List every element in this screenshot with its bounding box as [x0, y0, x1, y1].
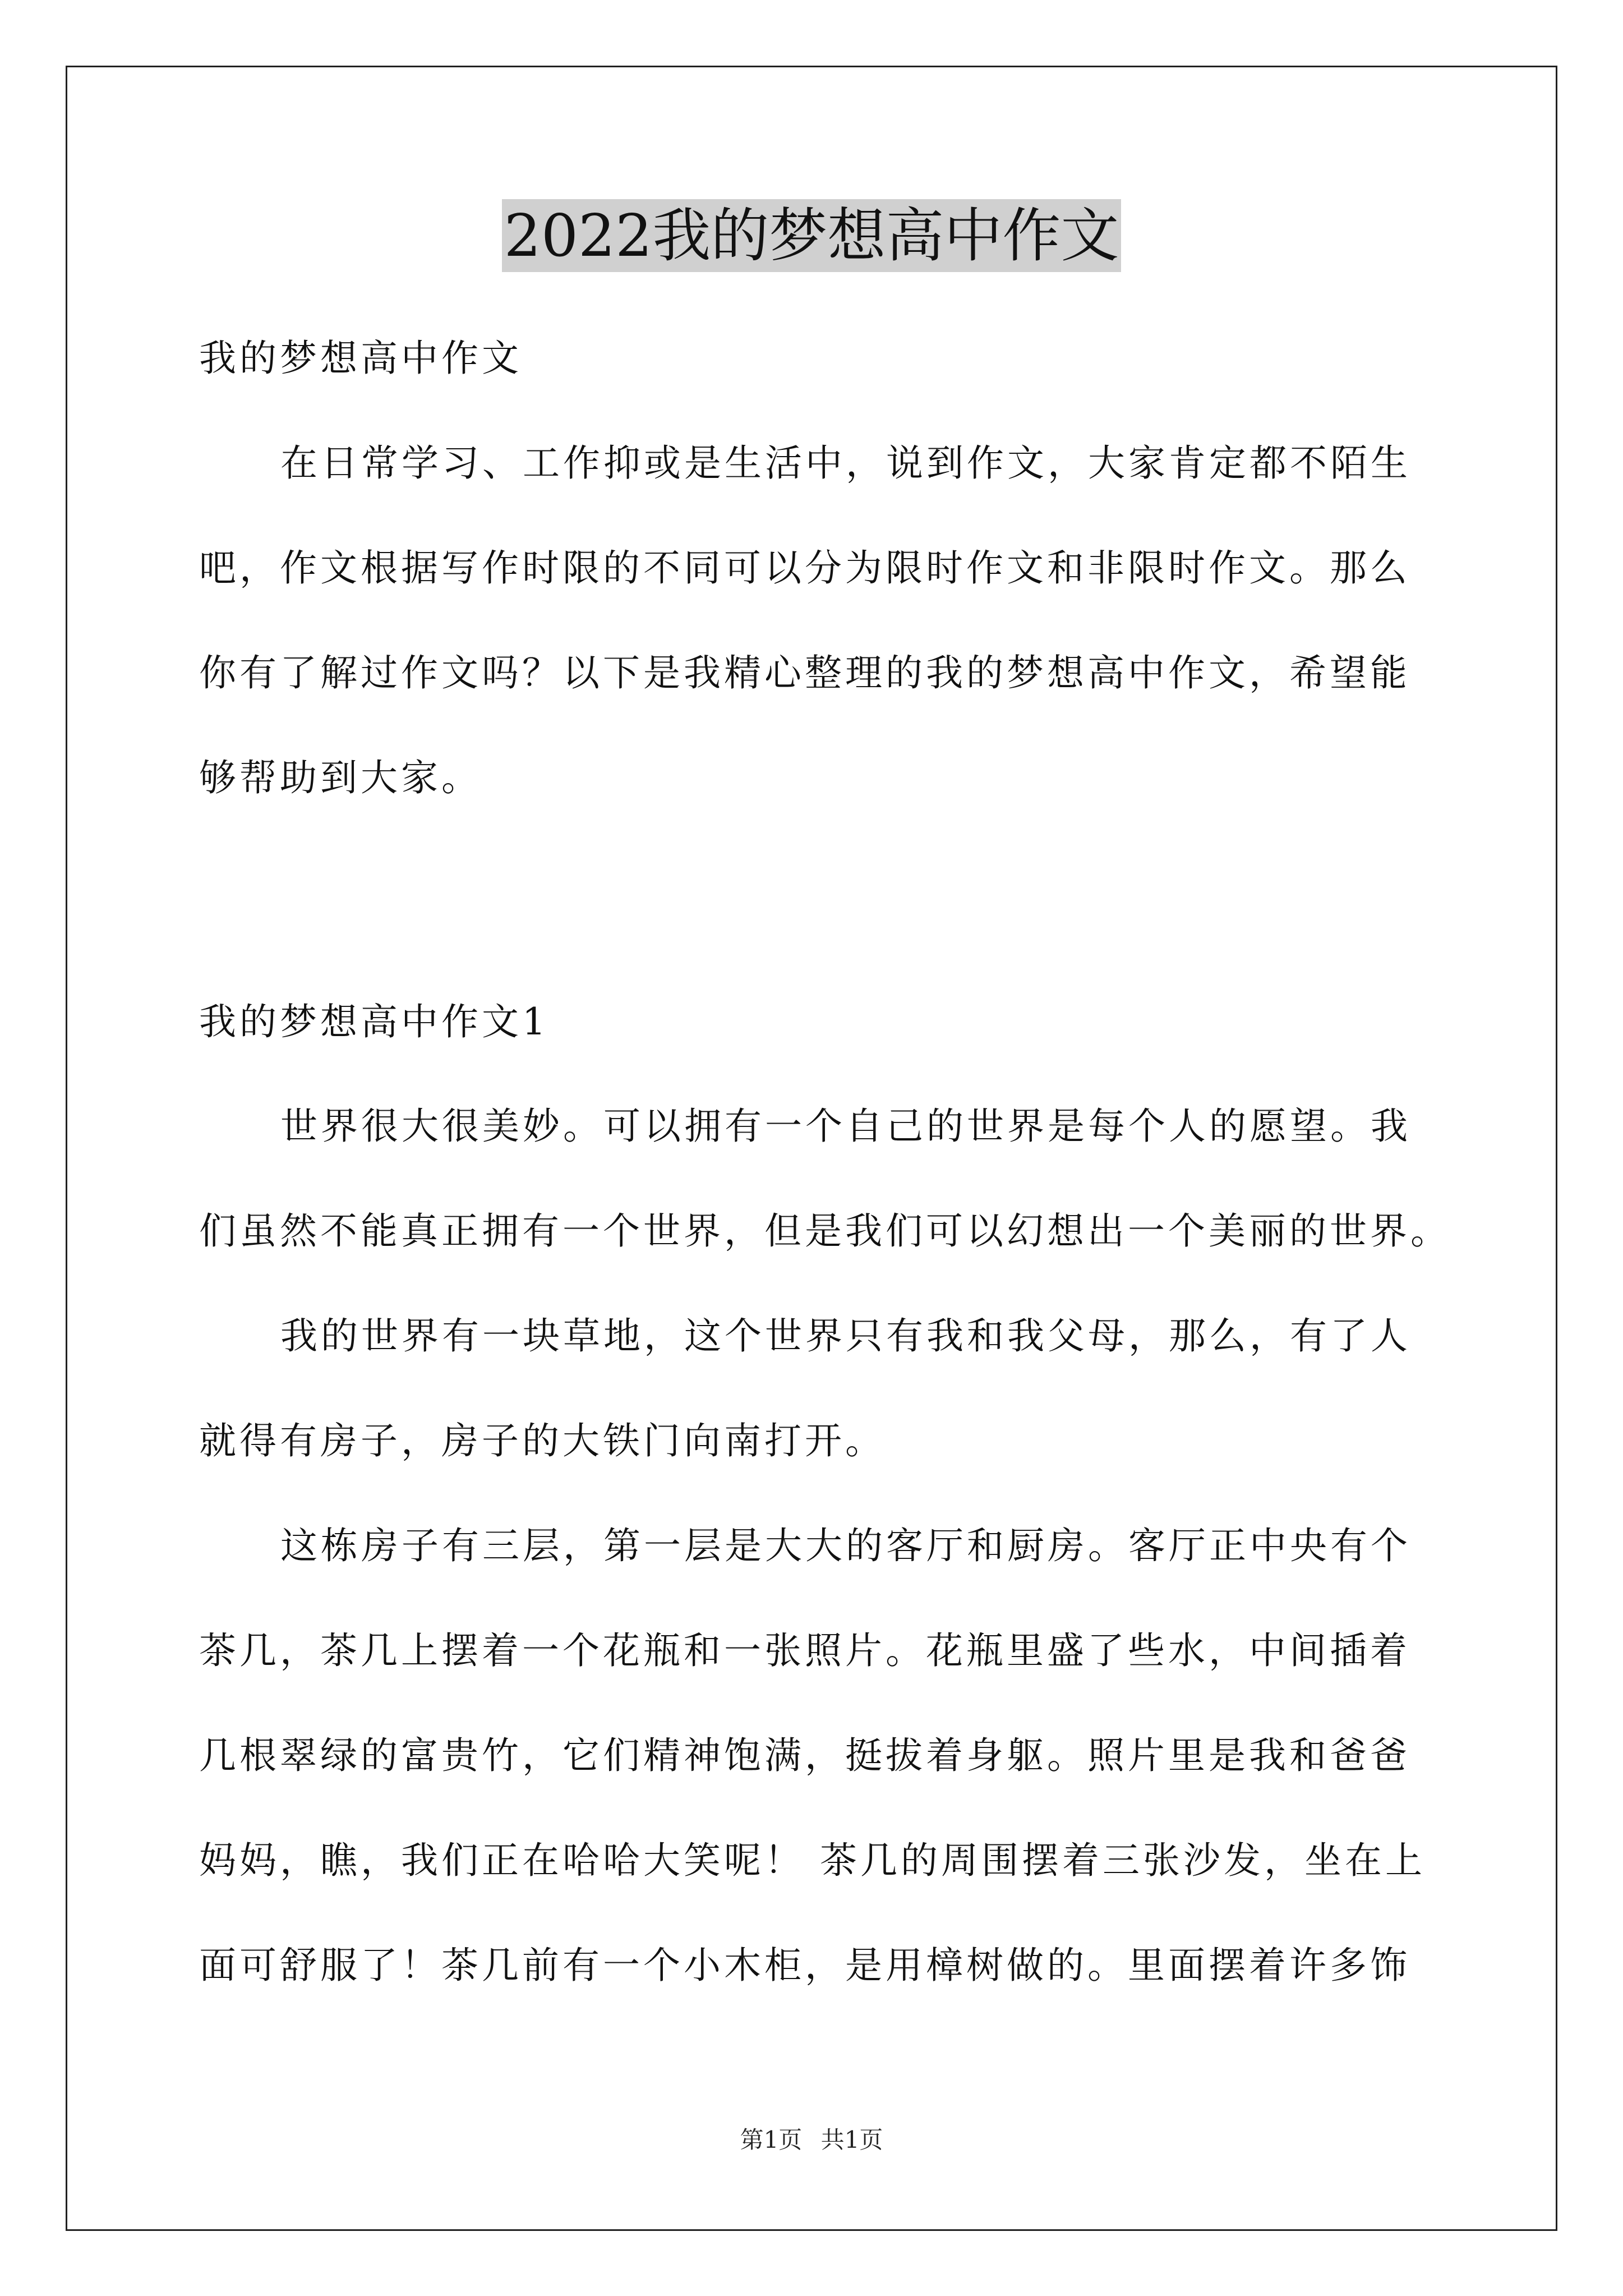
paragraph-line: 我的世界有一块草地，这个世界只有我和我父母，那么，有了人 [280, 1314, 1411, 1358]
paragraph-line: 妈妈，瞧，我们正在哈哈大笑呢！ 茶几的周围摆着三张沙发，坐在上 [199, 1839, 1426, 1882]
section-heading: 我的梦想高中作文1 [199, 1000, 549, 1043]
document-title: 2022我的梦想高中作文 [502, 199, 1122, 272]
intro-line: 够帮助到大家。 [199, 756, 482, 799]
intro-line: 吧，作文根据写作时限的不同可以分为限时作文和非限时作文。那么 [199, 546, 1410, 590]
page-total: 共1页 [820, 2126, 883, 2154]
paragraph-line: 茶几，茶几上摆着一个花瓶和一张照片。花瓶里盛了些水，中间插着 [199, 1629, 1410, 1672]
title-container [0, 199, 1623, 272]
paragraph-line: 面可舒服了！茶几前有一个小木柜，是用樟树做的。里面摆着许多饰 [199, 1944, 1410, 1987]
paragraph-line: 这栋房子有三层，第一层是大大的客厅和厨房。客厅正中央有个 [280, 1524, 1411, 1567]
intro-line: 你有了解过作文吗？以下是我精心整理的我的梦想高中作文，希望能 [199, 651, 1410, 694]
paragraph-line: 们虽然不能真正拥有一个世界，但是我们可以幻想出一个美丽的世界。 [199, 1209, 1451, 1253]
subtitle-block [199, 306, 1455, 411]
paragraph-line: 几根翠绿的富贵竹，它们精神饱满，挺拔着身躯。照片里是我和爸爸 [199, 1734, 1410, 1777]
section-heading-block [199, 969, 1455, 1074]
paragraph-line: 就得有房子，房子的大铁门向南打开。 [199, 1419, 886, 1462]
intro-paragraph [199, 411, 1455, 830]
page-number: 第1页 [740, 2126, 803, 2154]
page-footer [0, 2123, 1623, 2157]
section-body [199, 1074, 1455, 2018]
intro-line: 在日常学习、工作抑或是生活中，说到作文，大家肯定都不陌生 [280, 441, 1411, 485]
paragraph-line: 世界很大很美妙。可以拥有一个自己的世界是每个人的愿望。我 [280, 1105, 1411, 1148]
document-subtitle: 我的梦想高中作文 [199, 337, 522, 380]
